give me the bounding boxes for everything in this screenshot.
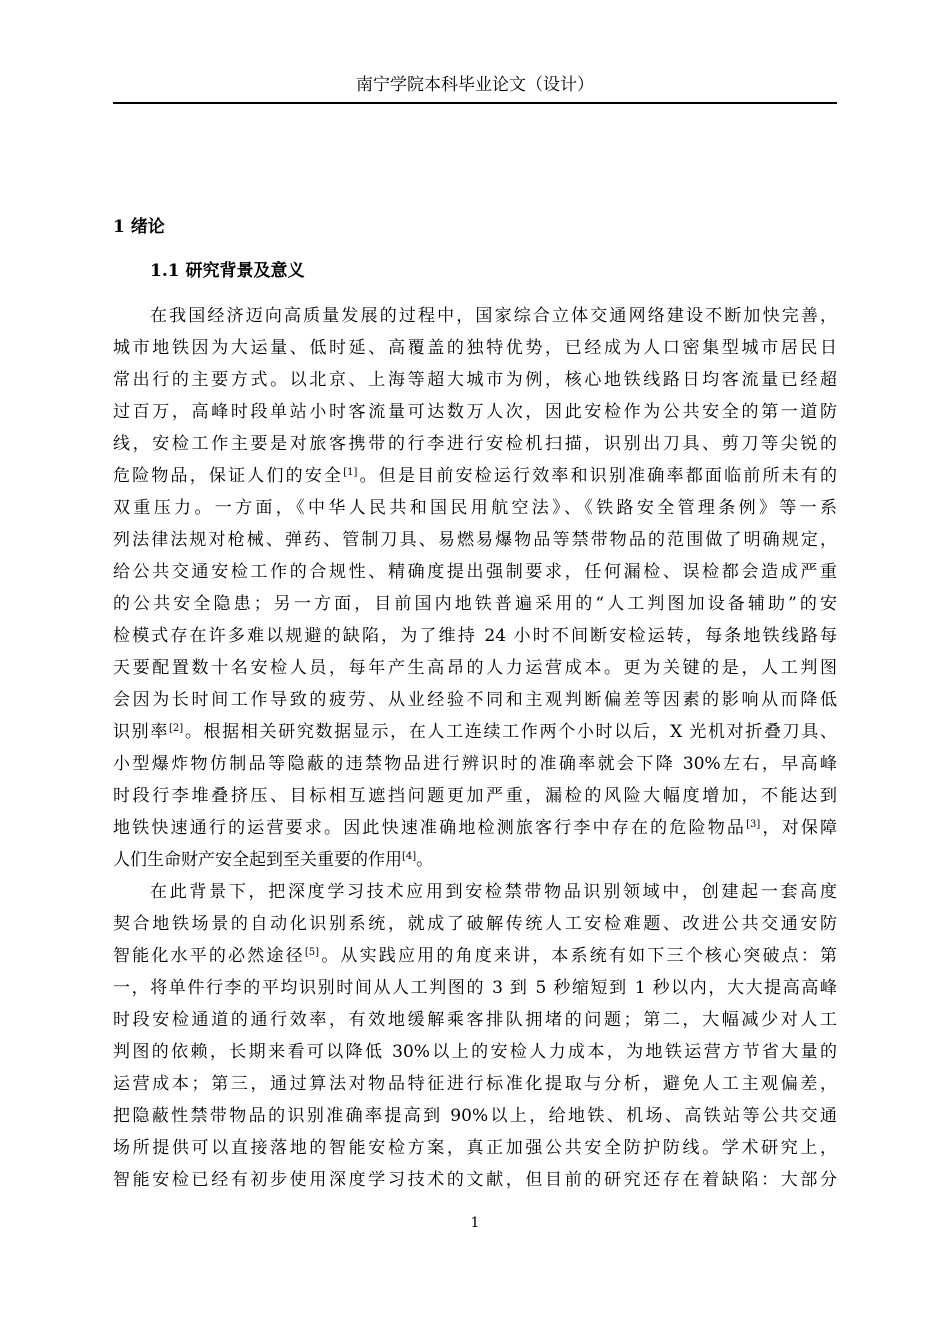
text-line — [113, 844, 837, 876]
line-text: 列法律法规对枪械、弹药、管制刀具、易燃易爆物品等禁带物品的范围做了明确规定， — [113, 530, 837, 550]
text-line — [113, 972, 837, 1004]
line-text-continued: 。从实践应用的角度来讲，本系统有如下三个核心突破点：第 — [319, 946, 837, 966]
text-line — [113, 428, 837, 460]
line-text: 过百万，高峰时段单站小时客流量可达数万人次，因此安检作为公共安全的第一道防 — [113, 402, 837, 422]
body-text — [113, 300, 837, 1196]
text-line — [113, 716, 837, 748]
text-line — [113, 1132, 837, 1164]
header-rule — [113, 102, 837, 104]
line-text-continued: 。根据相关研究数据显示，在人工连续工作两个小时以后，X 光机对折叠刀具、 — [183, 722, 837, 742]
text-line — [113, 748, 837, 780]
text-line — [113, 652, 837, 684]
line-text: 运营成本；第三，通过算法对物品特征进行标准化提取与分析，避免人工主观偏差， — [113, 1074, 837, 1094]
text-line — [113, 684, 837, 716]
line-text: 智能安检已经有初步使用深度学习技术的文献，但目前的研究还存在着缺陷：大部分 — [113, 1170, 837, 1190]
line-text: 检模式存在许多难以规避的缺陷，为了维持 24 小时不间断安检运转，每条地铁线路每 — [113, 626, 837, 646]
line-text: 线，安检工作主要是对旅客携带的行李进行安检机扫描，识别出刀具、剪刀等尖锐的 — [113, 434, 837, 454]
text-line — [113, 876, 837, 908]
citation-marker: [3] — [746, 819, 761, 830]
citation-marker: [5] — [304, 947, 320, 958]
subsection-heading: 1.1 研究背景及意义 — [150, 261, 305, 281]
line-text: 常出行的主要方式。以北京、上海等超大城市为例，核心地铁线路日均客流量已经超 — [113, 370, 837, 390]
text-line — [113, 1100, 837, 1132]
paragraph — [113, 300, 837, 876]
text-line — [113, 588, 837, 620]
text-line — [113, 908, 837, 940]
citation-marker: [2] — [169, 723, 184, 734]
text-line — [113, 1036, 837, 1068]
text-line — [113, 780, 837, 812]
line-text: 智能化水平的必然途径 — [113, 946, 305, 966]
line-text: 在此背景下，把深度学习技术应用到安检禁带物品识别领域中，创建起一套高度 — [150, 882, 837, 902]
text-line — [113, 364, 837, 396]
text-line — [113, 1004, 837, 1036]
line-text: 时段行李堆叠挤压、目标相互遮挡问题更加严重，漏检的风险大幅度增加，不能达到 — [113, 786, 837, 806]
line-text: 城市地铁因为大运量、低时延、高覆盖的独特优势，已经成为人口密集型城市居民日 — [113, 338, 837, 358]
line-text: 危险物品，保证人们的安全 — [113, 466, 344, 486]
text-line — [113, 940, 837, 972]
page-header: 南宁学院本科毕业论文（设计） — [356, 75, 594, 95]
line-text: 在我国经济迈向高质量发展的过程中，国家综合立体交通网络建设不断加快完善， — [150, 306, 837, 326]
line-text: 契合地铁场景的自动化识别系统，就成了破解传统人工安检难题、改进公共交通安防 — [113, 914, 837, 934]
text-line — [113, 1068, 837, 1100]
text-line — [113, 300, 837, 332]
line-text: 人们生命财产安全起到至关重要的作用 — [113, 850, 402, 870]
text-line — [113, 620, 837, 652]
citation-marker: [4] — [402, 851, 417, 862]
line-text: 地铁快速通行的运营要求。因此快速准确地检测旅客行李中存在的危险物品 — [113, 818, 747, 838]
citation-marker: [1] — [343, 467, 358, 478]
line-text: 一，将单件行李的平均识别时间从人工判图的 3 到 5 秒缩短到 1 秒以内，大大提高高峰 — [113, 978, 837, 998]
line-text: 双重压力。一方面，《中华人民共和国民用航空法》、《铁路安全管理条例》等一系 — [113, 498, 837, 518]
line-text: 场所提供可以直接落地的智能安检方案，真正加强公共安全防护防线。学术研究上， — [113, 1138, 837, 1158]
line-text: 判图的依赖，长期来看可以降低 30%以上的安检人力成本，为地铁运营方节省大量的 — [113, 1042, 837, 1062]
page-number: 1 — [470, 1215, 480, 1231]
line-text: 给公共交通安检工作的合规性、精确度提出强制要求，任何漏检、误检都会造成严重 — [113, 562, 837, 582]
section-heading: 1 绪论 — [113, 217, 165, 237]
line-text-continued: 。但是目前安检运行效率和识别准确率都面临前所未有的 — [357, 466, 837, 486]
text-line — [113, 492, 837, 524]
line-text-continued: ，对保障 — [760, 818, 837, 838]
line-text: 识别率 — [113, 722, 169, 742]
line-text-continued: 。 — [416, 850, 434, 870]
text-line — [113, 460, 837, 492]
line-text: 时段安检通道的通行效率，有效地缓解乘客排队拥堵的问题；第二，大幅减少对人工 — [113, 1010, 837, 1030]
line-text: 小型爆炸物仿制品等隐蔽的违禁物品进行辨识时的准确率就会下降 30%左右，早高峰 — [113, 754, 837, 774]
text-line — [113, 812, 837, 844]
paragraph — [113, 876, 837, 1196]
line-text: 会因为长时间工作导致的疲劳、从业经验不同和主观判断偏差等因素的影响从而降低 — [113, 690, 837, 710]
line-text: 把隐蔽性禁带物品的识别准确率提高到 90%以上，给地铁、机场、高铁站等公共交通 — [113, 1106, 837, 1126]
line-text: 的公共安全隐患；另一方面，目前国内地铁普遍采用的“人工判图加设备辅助”的安 — [113, 594, 837, 614]
line-text: 天要配置数十名安检人员，每年产生高昂的人力运营成本。更为关键的是，人工判图 — [113, 658, 837, 678]
text-line — [113, 396, 837, 428]
text-line — [113, 1164, 837, 1196]
text-line — [113, 332, 837, 364]
text-line — [113, 524, 837, 556]
text-line — [113, 556, 837, 588]
